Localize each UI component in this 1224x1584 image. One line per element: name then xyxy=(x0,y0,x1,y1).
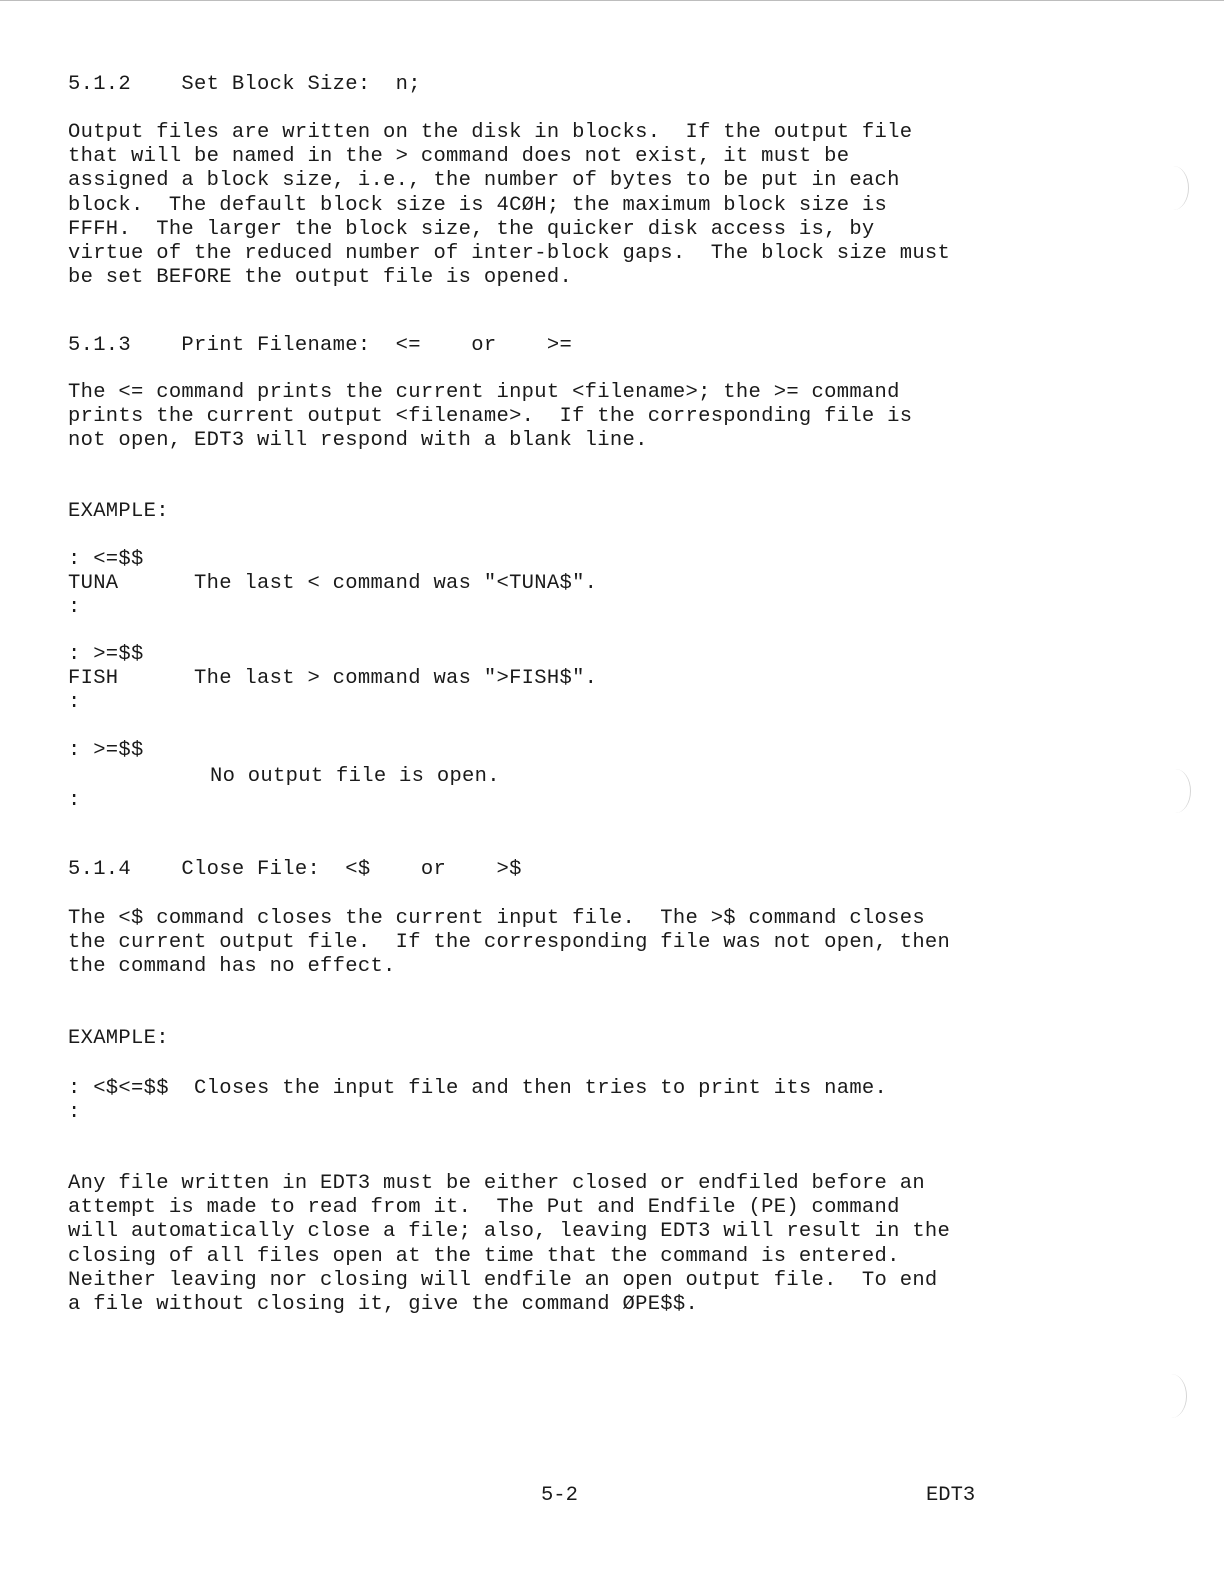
heading-5-1-2: 5.1.2 Set Block Size: n; xyxy=(68,73,421,96)
document-name: EDT3 xyxy=(926,1484,976,1507)
example-close-input: : <$<=$$ Closes the input file and then tries to print its name. : xyxy=(68,1077,888,1125)
paragraph-close-file: The <$ command closes the current input file. The >$ command closes the current output file. If the corresponding file was not open, then the command has no effect. xyxy=(68,907,951,979)
heading-5-1-3: 5.1.3 Print Filename: <= or >= xyxy=(68,334,573,357)
example-no-output-cmd: : >=$$ xyxy=(68,739,144,762)
punch-hole-mark-top xyxy=(1158,166,1189,210)
paragraph-endfile: Any file written in EDT3 must be either closed or endfiled before an attempt is made to read from it. The Put and Endfile (PE) command will automatically close a file; also, leaving EDT3 will result in the closing of all files open at the time that the command is entered. Neither leaving nor closing will endfile an open output file. To end a file without closing it, give the command ØPE$$. xyxy=(68,1172,951,1317)
paragraph-print-filename: The <= command prints the current input <filename>; the >= command prints the current output <filename>. If the corresponding file is not open, EDT3 will respond with a blank line. xyxy=(68,381,913,453)
example-tuna: : <=$$ TUNA The last < command was "<TUNA$". : xyxy=(68,548,598,620)
example-label-1: EXAMPLE: xyxy=(68,500,169,523)
punch-hole-mark-bottom xyxy=(1156,1374,1187,1418)
example-no-output-end: : xyxy=(68,789,81,812)
paragraph-block-size: Output files are written on the disk in blocks. If the output file that will be named in the > command does not exist, it must be assigned a block size, i.e., the number of bytes to be put in each block. The default block size is 4CØH; the maximum block size is FFFH. The larger the block size, the quicker disk access is, by virtue of the reduced number of inter-block gaps. The block size must be set BEFORE the output file is opened. xyxy=(68,121,951,290)
punch-hole-mark-middle xyxy=(1160,769,1191,813)
example-no-output-note: No output file is open. xyxy=(210,765,500,788)
page-top-edge xyxy=(0,0,1224,1)
example-fish: : >=$$ FISH The last > command was ">FISH$". : xyxy=(68,643,598,715)
heading-5-1-4: 5.1.4 Close File: <$ or >$ xyxy=(68,858,522,881)
page-number: 5-2 xyxy=(541,1484,578,1507)
example-label-2: EXAMPLE: xyxy=(68,1027,169,1050)
